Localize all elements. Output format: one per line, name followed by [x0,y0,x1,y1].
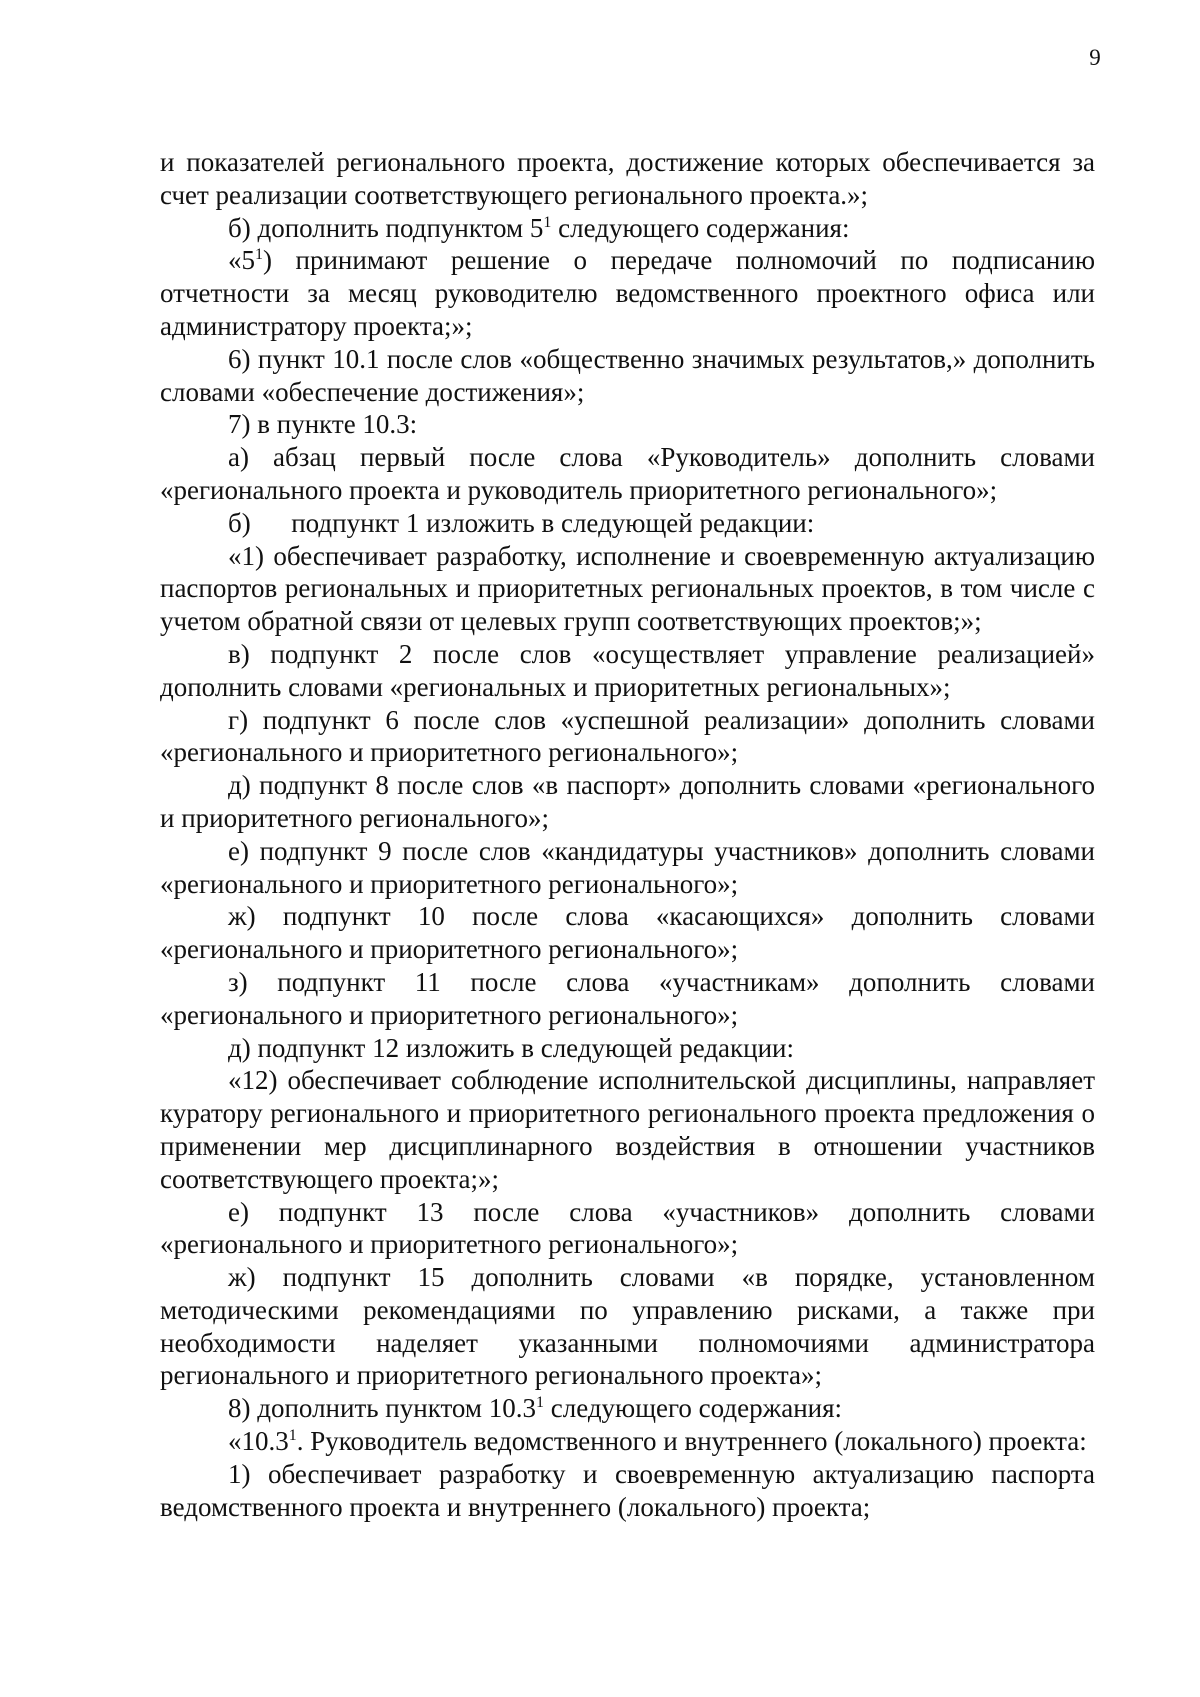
page-number: 9 [1089,45,1101,70]
superscript: 1 [535,1394,544,1412]
paragraph-item-7-zh: ж) подпункт 10 после слова «касающихся» дополнить словами «регионального и приоритетного регионального»; [160,901,1095,965]
paragraph-quote-1: «1) обеспечивает разработку, исполнение и своевременную актуализацию паспортов региональных и приоритетных региональных проектов, в том числе с учетом обратной связи от целевых групп соответствующих проектов;»; [160,540,1095,637]
paragraph-item-8: 8) дополнить пунктом 10.3$^1$ следующего содержания: [228,1393,843,1424]
document-body [160,146,1095,1523]
paragraph-item-6: 6) пункт 10.1 после слов «общественно значимых результатов,» дополнить словами «обеспечение достижения»; [160,343,1095,407]
superscript: 1 [543,213,552,231]
superscript: 1 [255,246,263,264]
paragraph-quote-12: «12) обеспечивает соблюдение исполнительской дисциплины, направляет куратору регионального и приоритетного регионального проекта предложения о применении мер дисциплинарного воздействия в отношении участников соответствующего проекта;»; [160,1065,1095,1194]
paragraph-item-7-zh-15: ж) подпункт 15 дополнить словами «в порядке, установленном методическими рекомендациями по управлению рисками, а также при необходимости наделяет указанными полномочиями администратора регионального и приоритетного регионального проекта»; [160,1262,1095,1391]
paragraph-item-7-g: г) подпункт 6 после слов «успешной реализации» дополнить словами «регионального и приоритетного регионального»; [160,704,1095,768]
paragraph-item-7-e: е) подпункт 9 после слов «кандидатуры участников» дополнить словами «регионального и приоритетного регионального»; [160,835,1095,899]
paragraph-item-7: 7) в пункте 10.3: [228,409,418,440]
paragraph-item-7-b: б) подпункт 1 изложить в следующей редакции: [228,507,815,538]
paragraph-item-7-e-13: е) подпункт 13 после слова «участников» дополнить словами «регионального и приоритетного регионального»; [160,1196,1095,1260]
superscript: 1 [288,1427,297,1445]
paragraph-item-7-z: з) подпункт 11 после слова «участникам» дополнить словами «регионального и приоритетного регионального»; [160,966,1095,1030]
paragraph-item-b-subpoint-5-1: б) дополнить подпунктом $5^1$ следующего содержания: [228,212,850,243]
paragraph-item-7-d: д) подпункт 8 после слов «в паспорт» дополнить словами «регионального и приоритетного регионального»; [160,770,1095,833]
paragraph-item-7-d-12: д) подпункт 12 изложить в следующей редакции: [228,1032,795,1063]
paragraph-quote-10-3-1: «10.3$^1$. Руководитель ведомственного и внутреннего (локального) проекта: [228,1426,1087,1457]
paragraph-subitem-1: 1) обеспечивает разработку и своевременную актуализацию паспорта ведомственного проекта и внутреннего (локального) проекта; [160,1458,1095,1522]
paragraph-quote-5-1: «$5^1$) принимают решение о передаче полномочий по подписанию отчетности за месяц руководителю ведомственного проектного офиса или администратору проекта;»; [160,245,1095,341]
paragraph-continuation: и показателей регионального проекта, достижение которых обеспечивается за счет реализации соответствующего регионального проекта.»; [160,147,1095,210]
paragraph-item-7-v: в) подпункт 2 после слов «осуществляет управление реализацией» дополнить словами «региональных и приоритетных региональных»; [160,638,1095,702]
paragraph-item-7-a: а) абзац первый после слова «Руководитель» дополнить словами «регионального проекта и руководитель приоритетного регионального»; [160,442,1095,505]
